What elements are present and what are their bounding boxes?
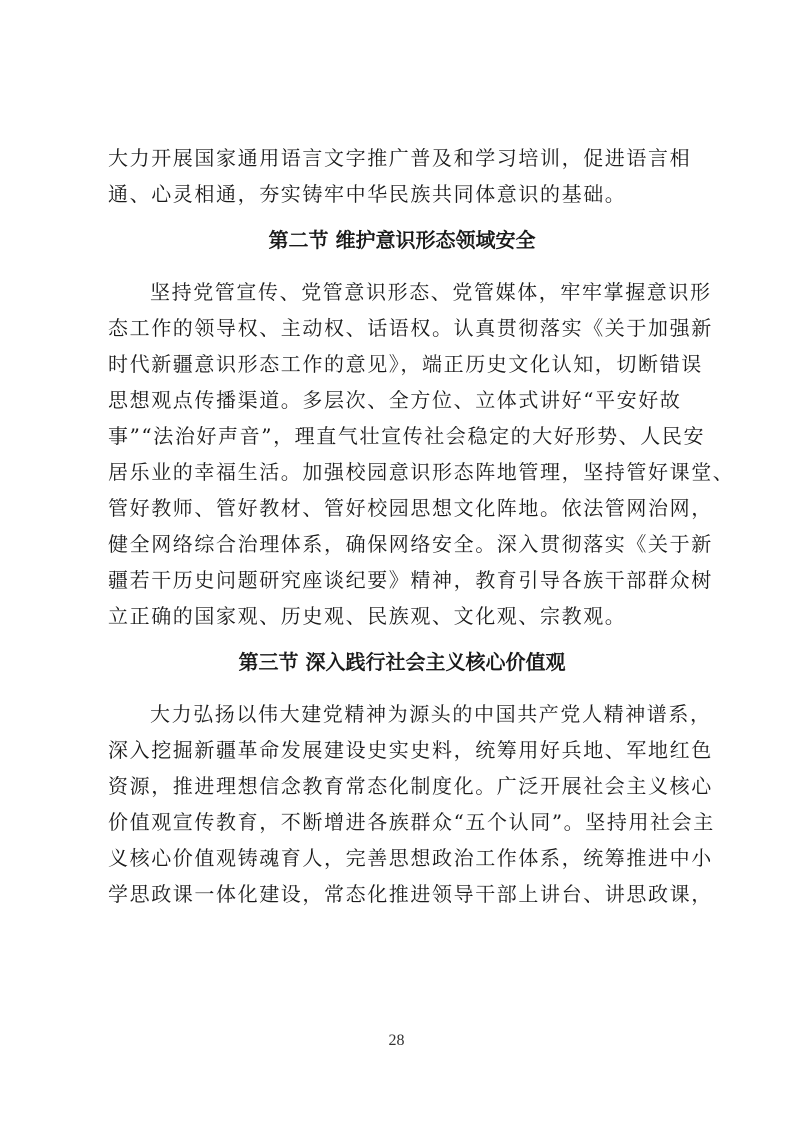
body-line: 管好教师、管好教材、管好校园思想文化阵地。依法管网治网， — [108, 496, 713, 520]
body-line: 事”“法治好声音”，理直气壮宣传社会稳定的大好形势、人民安 — [108, 424, 706, 448]
body-line: 通、心灵相通，夯实铸牢中华民族共同体意识的基础。 — [108, 182, 627, 206]
paragraph-first-line: 大力弘扬以伟大建党精神为源头的中国共产党人精神谱系， — [150, 702, 712, 726]
body-line: 资源，推进理想信念教育常态化制度化。广泛开展社会主义核心 — [108, 774, 713, 798]
body-line: 学思政课一体化建设，常态化推进领导干部上讲台、讲思政课， — [108, 882, 713, 906]
body-line: 深入挖掘新疆革命发展建设史实史料，统筹用好兵地、军地红色 — [108, 738, 713, 762]
body-line: 健全网络综合治理体系，确保网络安全。深入贯彻落实《关于新 — [108, 532, 713, 556]
body-line: 大力开展国家通用语言文字推广普及和学习培训，促进语言相 — [108, 146, 692, 170]
body-line: 价值观宣传教育，不断增进各族群众“五个认同”。坚持用社会主 — [108, 810, 715, 834]
section-heading: 第二节 维护意识形态领域安全 — [268, 228, 536, 252]
body-line: 态工作的领导权、主动权、话语权。认真贯彻落实《关于加强新 — [108, 316, 713, 340]
body-line: 居乐业的幸福生活。加强校园意识形态阵地管理，坚持管好课堂、 — [108, 460, 735, 484]
page-number: 28 — [388, 1032, 405, 1049]
paragraph-first-line: 坚持党管宣传、党管意识形态、党管媒体，牢牢掌握意识形 — [150, 280, 712, 304]
body-line: 义核心价值观铸魂育人，完善思想政治工作体系，统筹推进中小 — [108, 846, 713, 870]
body-line: 思想观点传播渠道。多层次、全方位、立体式讲好“平安好故 — [108, 388, 682, 412]
section-heading: 第三节 深入践行社会主义核心价值观 — [238, 650, 566, 674]
body-line: 立正确的国家观、历史观、民族观、文化观、宗教观。 — [108, 604, 627, 628]
body-line: 疆若干历史问题研究座谈纪要》精神，教育引导各族干部群众树 — [108, 568, 713, 592]
page-content — [108, 140, 735, 912]
body-line: 时代新疆意识形态工作的意见》，端正历史文化认知，切断错误 — [108, 352, 703, 376]
